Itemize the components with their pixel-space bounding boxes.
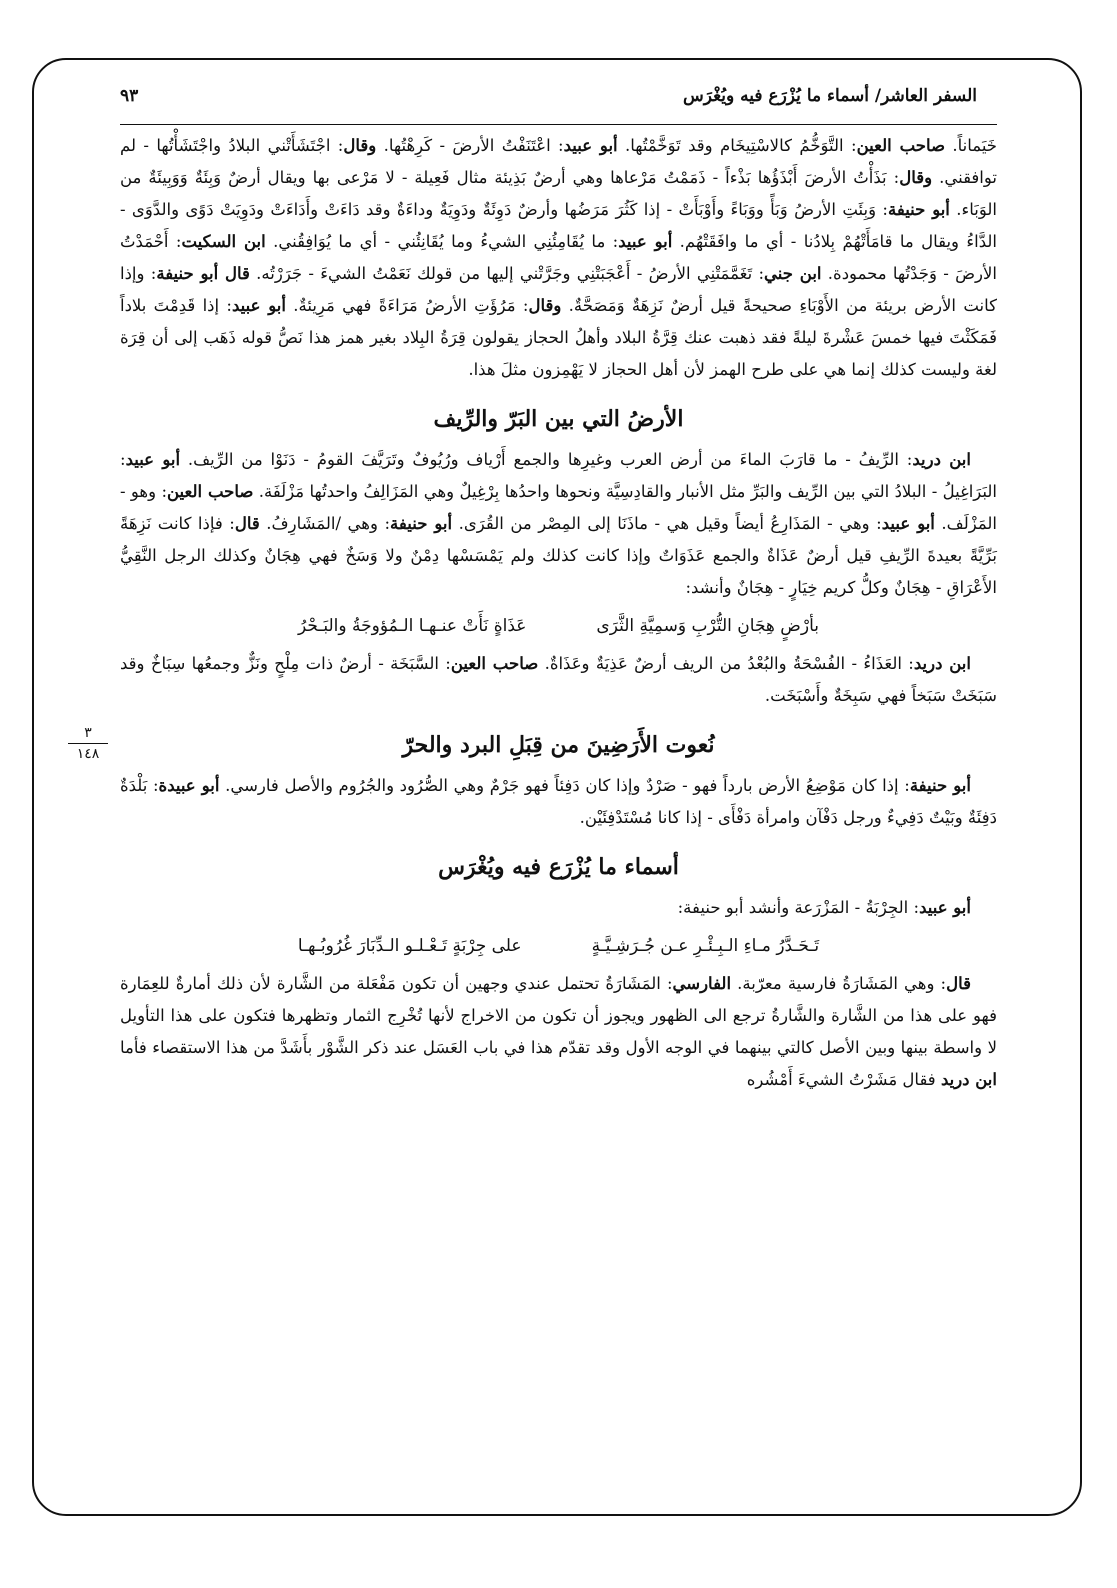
verse-hemistich-left: عَذَاةٍ نَأَتْ عنـهـا الـمُؤوجَةُ والبَـحْرُ (298, 616, 527, 636)
paragraph-1 (120, 130, 997, 386)
verse-hemistich-right: بأرْضٍ هِجَانِ التُّرْبِ وَسمِيَّةِ الثَّرَى (596, 616, 819, 636)
text-run: : فإذا كانت نَزِهَةً بَرِّيَّةً بعيدةَ الرِّيفِ قيل أرضٌ عَذَاةٌ والجمع عَذَوَاتٌ وإذا كانت كذلك ولم يَمْسَسْها دِمْنٌ ولا وَسَخٌ فهي هِجَانٌ وكذلك الرجل النَّقِيُّ الأَعْرَاقِ - هِجَانٌ وكلُّ كريم خِيَارٍ - هِجَانٌ وأنشد: (120, 514, 997, 597)
page-body (120, 130, 997, 1096)
author-name: ابن دريد (940, 1070, 997, 1089)
section-heading-planting: أسماء ما يُزْرَع فيه ويُغْرَس (438, 854, 679, 880)
text-run: : اجْتَشَأَتْني البلادُ واجْتَشَأْتُها - لم توافقني. (120, 136, 998, 187)
author-name: ابن دريد (913, 654, 971, 673)
text-run: : البَرَاغِيلُ - البلادُ التي بين الرِّيف والبَرِّ مثل الأنبار والقادِسِيَّة ونحوها واحدُها بِرْغِيلٌ وهي المَزَالِفُ واحدتُها مَزْلَفَة. (120, 450, 997, 501)
author-name: أبو حنيفة (390, 514, 453, 533)
paragraph-4 (120, 770, 997, 834)
text-run: خَيَماناً. (945, 136, 998, 155)
verse-hemistich-right: تَـحَـدَّرُ مـاءِ الـبِـئْـرِ عـن جُـرَشِـيَّـةٍ (591, 936, 820, 956)
text-run: فقال مَشَرْتُ الشيءَ أَمْشُره (746, 1070, 941, 1089)
text-run: : إذا كان مَوْضِعُ الأرض بارداً فهو - صَرْدٌ وإذا كان دَفِئاً فهو جَرْمٌ وهي الصُّرُود والجُرُوم والأصل فارسي. (219, 776, 910, 795)
author-name: صاحب العين (450, 654, 539, 673)
author-name: أبو عبيد (563, 136, 618, 155)
author-name: قال (946, 974, 971, 993)
margin-note (68, 725, 108, 762)
author-name: ابن جني (764, 264, 822, 283)
text-run: : المَشَارَةُ تحتمل عندي وجهين أن تكون مَفْعَلة من الشَّارة لأن ذلك أمارةٌ للعِمَارة فهو على هذا من الشَّارة والشَّارةُ ترجع الى الظهور ويجوز أن تكون من الاخراج لأنها تُخْرِج الثمار وتظهرها فتكون على هذا التأويل لا واسطة بينها وبين الأصل كالتي بينهما في الوجه الأول وقد تقدّم هذا في باب العَسَل عند ذكر الشَّوْر بأَشَدَّ من هذا الاستقصاء فأما (120, 974, 997, 1057)
verse-1 (120, 604, 997, 648)
text-run: : وهو - المَزْلَف. (120, 482, 998, 533)
author-name: ابن دريد (912, 450, 971, 469)
author-name: وقال (528, 296, 562, 315)
paragraph-6 (120, 968, 997, 1096)
author-name: صاحب العين (856, 136, 946, 155)
section-heading-cold-heat: نُعوت الأَرَضِينَ من قِبَلِ البرد والحرّ (402, 732, 715, 758)
author-name: وقال (343, 136, 377, 155)
text-run: : وهي - المَذَارِعُ أيضاً وقيل هي - ماذَنَا إلى المِصْر من القُرَى. (452, 514, 882, 533)
author-name: أبو حنيفة (888, 200, 950, 219)
text-run: : وهي المَشَارَةُ فارسية معرّبة. (731, 974, 947, 993)
margin-note-top: ٣ (68, 725, 108, 744)
text-run: : وَبِئَتِ الأرضُ وَبَأً ووَبَاءً وأَوْبَأَتْ - إذا كَثُرَ مَرَضُها وأرضٌ دَوِئَةٌ ودَوِيَةٌ وداءَةٌ وقد دَاءَتْ وأَدَاءَتْ ودَوِيَتْ دَوًى والدَّوَى - الدَّاءُ ويقال ما قامَأَتْهُمْ بِلادُنا - أي ما وافَقَتْهُم. (120, 200, 998, 251)
author-name: صاحب العين (167, 482, 254, 501)
author-name: قال أبو حنيفة (156, 264, 250, 283)
verse-2 (120, 924, 997, 968)
author-name: وقال (899, 168, 933, 187)
paragraph-5 (120, 892, 997, 924)
text-run: : وهي /المَشَارِفُ. (259, 514, 391, 533)
paragraph-3 (120, 648, 997, 712)
author-name: أبو عبيد (881, 514, 935, 533)
author-name: أبو عبيد (231, 296, 286, 315)
page-number: ٩٣ (120, 86, 139, 106)
text-run: : العَذَاءُ - الفُسْحَةُ والبُعْدُ من الريف أرضٌ عَذِيَةٌ وعَذَاةٌ. (538, 654, 914, 673)
page-header (120, 86, 977, 122)
text-run: : الجِرْبَةُ - المَزْرَعة وأنشد أبو حنيفة: (677, 898, 920, 917)
author-name: أبو عبيد (919, 898, 971, 917)
text-run: : إذا قَدِمْتَ بلاداً فَمَكَثْتَ فيها خمسَ عَشْرةَ ليلةً فقد ذهبت عنك قِرَّةُ البلاد وأهلُ الحجاز يقولون قِرَةُ البِلاد بغير همز هذا نَصُّ قوله ذَهَب إلى أن قِرَة لغة وليست كذلك إنما هي على طرح الهمز لأن أهل الحجاز لا يَهْمِزون مثلَ هذا. (120, 296, 997, 379)
text-run: : بَذَأْتُ الأرضَ أَبْذَؤُها بَذْءاً - ذَمَمْتُ مَرْعاها وهي أرضٌ بَذِيئة مثال فَعِيلة - لا مَرْعى بها ويقال أرضٌ وَبِئَةٌ وَوَبِيئَةٌ من الوَبَاء. (120, 168, 998, 219)
author-name: ابن السكيت (181, 232, 266, 251)
author-name: الفارسي (672, 974, 732, 993)
text-run: : التَّوَخُّمُ كالاسْتِيخَام وقد تَوَخَّمْتُها. (617, 136, 857, 155)
text-run: : وإذا كانت الأرض بريئة من الأَوْبَاءِ صحيحةً قيل أرضٌ نَزِهَةٌ وَمَصَحَّةٌ. (120, 264, 997, 315)
author-name: أبو عبيد (618, 232, 673, 251)
text-run: : ما يُقَامِئُنِي الشيءُ وما يُقَانِئُني - أي ما يُوَافِقُني. (265, 232, 619, 251)
text-run: : اعْتَنَفْتُ الأرضَ - كَرِهْتُها. (376, 136, 564, 155)
text-run: : أَحْمَدْتُ الأرضَ - وَجَدْتُها محمودة. (120, 232, 998, 283)
section-heading-land-between: الأرضُ التي بين البَرّ والرِّيف (433, 406, 684, 432)
author-name: أبو عبيد (125, 450, 181, 469)
text-run: : مَرُؤَتِ الأرضُ مَرَاءَةً فهي مَرِيئةٌ. (285, 296, 529, 315)
text-run: : تَغَمَّمَتْنِي الأرضُ - أَعْجَبَتْنِي وجَرَّتْني إليها من قولك نَعَمْتُ الشيءَ - جَرَرْتُه. (249, 264, 765, 283)
text-run: : السَّبَخَة - أرضٌ ذات مِلْحٍ ونَزٌّ وجمعُها سِبَاخٌ وقد سَبَخَتْ سَبَخاً فهي سَبِخَةٌ وأَسْبَخَت. (120, 654, 997, 705)
verse-hemistich-left: على جِرْبَةٍ تَـعْـلـو الـدِّبَارَ غُرُوبُـهـا (297, 936, 522, 956)
text-run: : الرِّيفُ - ما قارَبَ الماءَ من أرض العرب وغيرِها والجمع أَرْياف ورُيُوفٌ وتَرَيَّفَ القومُ - دَنَوْا من الرِّيف. (180, 450, 913, 469)
author-name: أبو حنيفة (909, 776, 971, 795)
author-name: أبو عبيدة (158, 776, 220, 795)
paragraph-2 (120, 444, 997, 604)
text-run: : بَلْدَةٌ دَفِئَةٌ وبَيْتٌ دَفِيءٌ ورجل دَفْآن وامرأة دَفْأَى - إذا كانا مُسْتَدْفِئَيْن. (120, 776, 997, 827)
running-title: السفر العاشر/ أسماء ما يُزْرَع فيه ويُغْرَس (682, 86, 977, 106)
margin-note-bottom: ١٤٨ (76, 746, 100, 762)
author-name: قال (234, 514, 260, 533)
header-rule (120, 124, 997, 125)
